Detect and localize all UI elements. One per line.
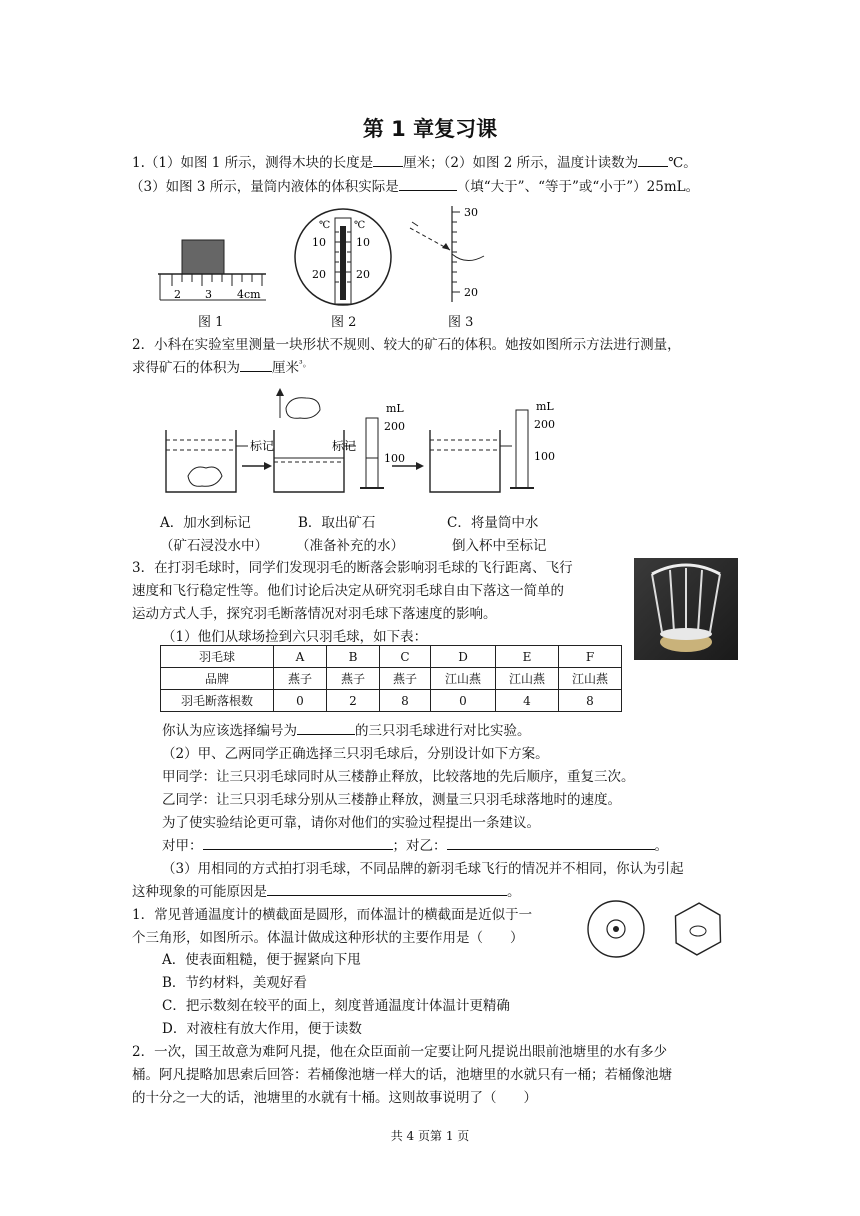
q3-blank-choose[interactable] <box>297 722 355 735</box>
thermo-20-left: 20 <box>312 268 326 281</box>
q1-line2 <box>130 175 699 195</box>
q1-blank-volume[interactable] <box>399 178 457 191</box>
table-cell: 羽毛球 <box>161 646 274 668</box>
step-a-note: （矿石浸没水中） <box>160 538 268 554</box>
q3-part1: （1）他们从球场捡到六只羽毛球，如下表： <box>162 629 428 645</box>
page-title: 第 1 章复习课 <box>362 117 498 141</box>
q3-dui-end: 。 <box>654 838 668 854</box>
ruler-tick-4cm: 4cm <box>237 288 261 301</box>
fig1-ruler-diagram <box>158 236 268 306</box>
tick-200-1: 200 <box>384 420 405 433</box>
cylinder-tick-20: 20 <box>464 286 478 299</box>
q2-process-diagram <box>160 388 580 496</box>
table-cell: E <box>496 646 559 668</box>
mc1-option-b[interactable]: B．节约材料，美观好看 <box>162 975 307 991</box>
thermo-unit-left: ℃ <box>319 220 331 231</box>
page-footer: 共 4 页第 1 页 <box>390 1129 470 1143</box>
table-cell: 0 <box>431 690 496 712</box>
q3-blank-reason[interactable] <box>267 883 507 896</box>
table-cell: D <box>431 646 496 668</box>
q3-blank-jia[interactable] <box>203 837 393 850</box>
q2-text-c: ³。 <box>299 359 312 370</box>
q3-answer-line <box>162 834 668 854</box>
table-cell: 8 <box>380 690 431 712</box>
q3-line3: 运动方式人手，探究羽毛断落情况对羽毛球下落速度的影响。 <box>132 606 497 622</box>
mc1-line1: 1．常见普通温度计的横截面是圆形，而体温计的横截面是近似于一 <box>132 907 533 923</box>
fig3-cylinder <box>404 204 494 308</box>
table-cell: 江山燕 <box>496 668 559 690</box>
step-a-label: A．加水到标记 <box>160 515 251 531</box>
q2-line1: 2．小科在实验室里测量一块形状不规则、较大的矿石的体积。她按如图所示方法进行测量， <box>132 337 681 353</box>
step-b-label: B．取出矿石 <box>298 515 376 531</box>
q3-part3-line2 <box>132 880 521 900</box>
mc1-option-d[interactable]: D．对液柱有放大作用，便于读数 <box>162 1021 362 1037</box>
step-c-note: 倒入杯中至标记 <box>452 538 547 554</box>
table-cell: 品牌 <box>161 668 274 690</box>
ruler-tick-3: 3 <box>205 288 212 301</box>
table-cell: 燕子 <box>327 668 380 690</box>
mc1-line2: 个三角形，如图所示。体温计做成这种形状的主要作用是（ ） <box>132 930 524 946</box>
q1-line1 <box>132 151 697 171</box>
mc1-option-a[interactable]: A．使表面粗糙，便于握紧向下甩 <box>162 952 361 968</box>
table-cell: 4 <box>496 690 559 712</box>
cylinder-tick-30: 30 <box>464 206 478 219</box>
table-cell: 燕子 <box>274 668 327 690</box>
table-cell: F <box>559 646 622 668</box>
step-b-note: （准备补充的水） <box>296 538 404 554</box>
table-cell: B <box>327 646 380 668</box>
q3-part2: （2）甲、乙两同学正确选择三只羽毛球后，分别设计如下方案。 <box>162 746 549 762</box>
q3-part3-text: 这种现象的可能原因是 <box>132 884 267 900</box>
q2-text-a: 求得矿石的体积为 <box>132 360 240 376</box>
q3-line1: 3．在打羽毛球时，同学们发现羽毛的断落会影响羽毛球的飞行距离、飞行 <box>132 560 573 576</box>
table-row <box>161 668 622 690</box>
mc2-line3: 的十分之一大的话，池塘里的水就有十桶。这则故事说明了（ ） <box>132 1090 537 1106</box>
q3-choose <box>162 719 531 739</box>
q3-dui-yi: ；对乙： <box>392 838 447 854</box>
shuttlecock-icon <box>634 558 738 660</box>
tick-100-2: 100 <box>534 450 555 463</box>
table-cell: 燕子 <box>380 668 431 690</box>
fig3-caption: 图 3 <box>448 315 474 330</box>
q1-text-c: ℃。 <box>668 155 697 171</box>
step-c-label: C．将量筒中水 <box>447 515 539 531</box>
shuttlecock-table <box>160 645 622 712</box>
ml-label-2: mL <box>536 400 554 413</box>
mark-label-b: 标记 <box>332 439 357 453</box>
q3-choose-b: 的三只羽毛球进行对比实验。 <box>355 723 531 739</box>
table-row <box>161 690 622 712</box>
thermo-10-right: 10 <box>356 236 370 249</box>
thermo-20-right: 20 <box>356 268 370 281</box>
q1-blank-length[interactable] <box>373 154 403 167</box>
thermo-unit-right: ℃ <box>354 220 366 231</box>
q1-text-d: （3）如图 3 所示，量筒内液体的体积实际是 <box>130 179 399 195</box>
mc2-line2: 桶。阿凡提略加思索后回答：若桶像池塘一样大的话，池塘里的水就只有一桶；若桶像池塘 <box>132 1067 672 1083</box>
q2-text-b: 厘米 <box>272 360 299 376</box>
mark-label-a: 标记 <box>250 439 275 453</box>
table-cell: 2 <box>327 690 380 712</box>
ruler-tick-2: 2 <box>174 288 181 301</box>
fig1-caption: 图 1 <box>198 315 224 330</box>
q3-blank-yi[interactable] <box>447 837 655 850</box>
q3-jia: 甲同学：让三只羽毛球同时从三楼静止释放，比较落地的先后顺序，重复三次。 <box>162 769 635 785</box>
q3-choose-a: 你认为应该选择编号为 <box>162 723 297 739</box>
fig2-thermometer <box>288 208 398 308</box>
table-cell: 江山燕 <box>559 668 622 690</box>
q3-dui-jia: 对甲： <box>162 838 203 854</box>
fig2-caption: 图 2 <box>331 315 357 330</box>
q3-suggest: 为了使实验结论更可靠，请你对他们的实验过程提出一条建议。 <box>162 815 540 831</box>
ml-label-1: mL <box>386 402 404 415</box>
q1-text-e: （填“大于”、“等于”或“小于”）25mL。 <box>456 179 700 195</box>
table-cell: 0 <box>274 690 327 712</box>
shuttlecock-photo <box>634 558 738 660</box>
q1-blank-temp[interactable] <box>638 154 668 167</box>
table-row <box>161 646 622 668</box>
table-cell: 羽毛断落根数 <box>161 690 274 712</box>
tick-200-2: 200 <box>534 418 555 431</box>
q1-text-b: 厘米；（2）如图 2 所示，温度计读数为 <box>403 155 639 171</box>
q3-part3-end: 。 <box>507 884 521 900</box>
q3-line2: 速度和飞行稳定性等。他们讨论后决定从研究羽毛球自由下落这一简单的 <box>132 583 564 599</box>
mc2-line1: 2．一次，国王故意为难阿凡提，他在众臣面前一定要让阿凡提说出眼前池塘里的水有多少 <box>132 1044 668 1060</box>
table-cell: 8 <box>559 690 622 712</box>
tick-100-1: 100 <box>384 452 405 465</box>
table-cell: 江山燕 <box>431 668 496 690</box>
q3-part3-line1: （3）用相同的方式拍打羽毛球，不同品牌的新羽毛球飞行的情况并不相同，你认为引起 <box>162 861 684 877</box>
thermo-10-left: 10 <box>312 236 326 249</box>
q1-text-a: 1.（1）如图 1 所示，测得木块的长度是 <box>132 155 374 171</box>
q3-yi: 乙同学：让三只羽毛球分别从三楼静止释放，测量三只羽毛球落地时的速度。 <box>162 792 621 808</box>
cross-section-diagram <box>584 898 744 960</box>
mc1-option-c[interactable]: C．把示数刻在较平的面上，刻度普通温度计体温计更精确 <box>162 998 510 1014</box>
table-cell: A <box>274 646 327 668</box>
table-cell: C <box>380 646 431 668</box>
q2-blank-volume[interactable] <box>240 359 272 372</box>
q2-line2 <box>132 356 312 376</box>
